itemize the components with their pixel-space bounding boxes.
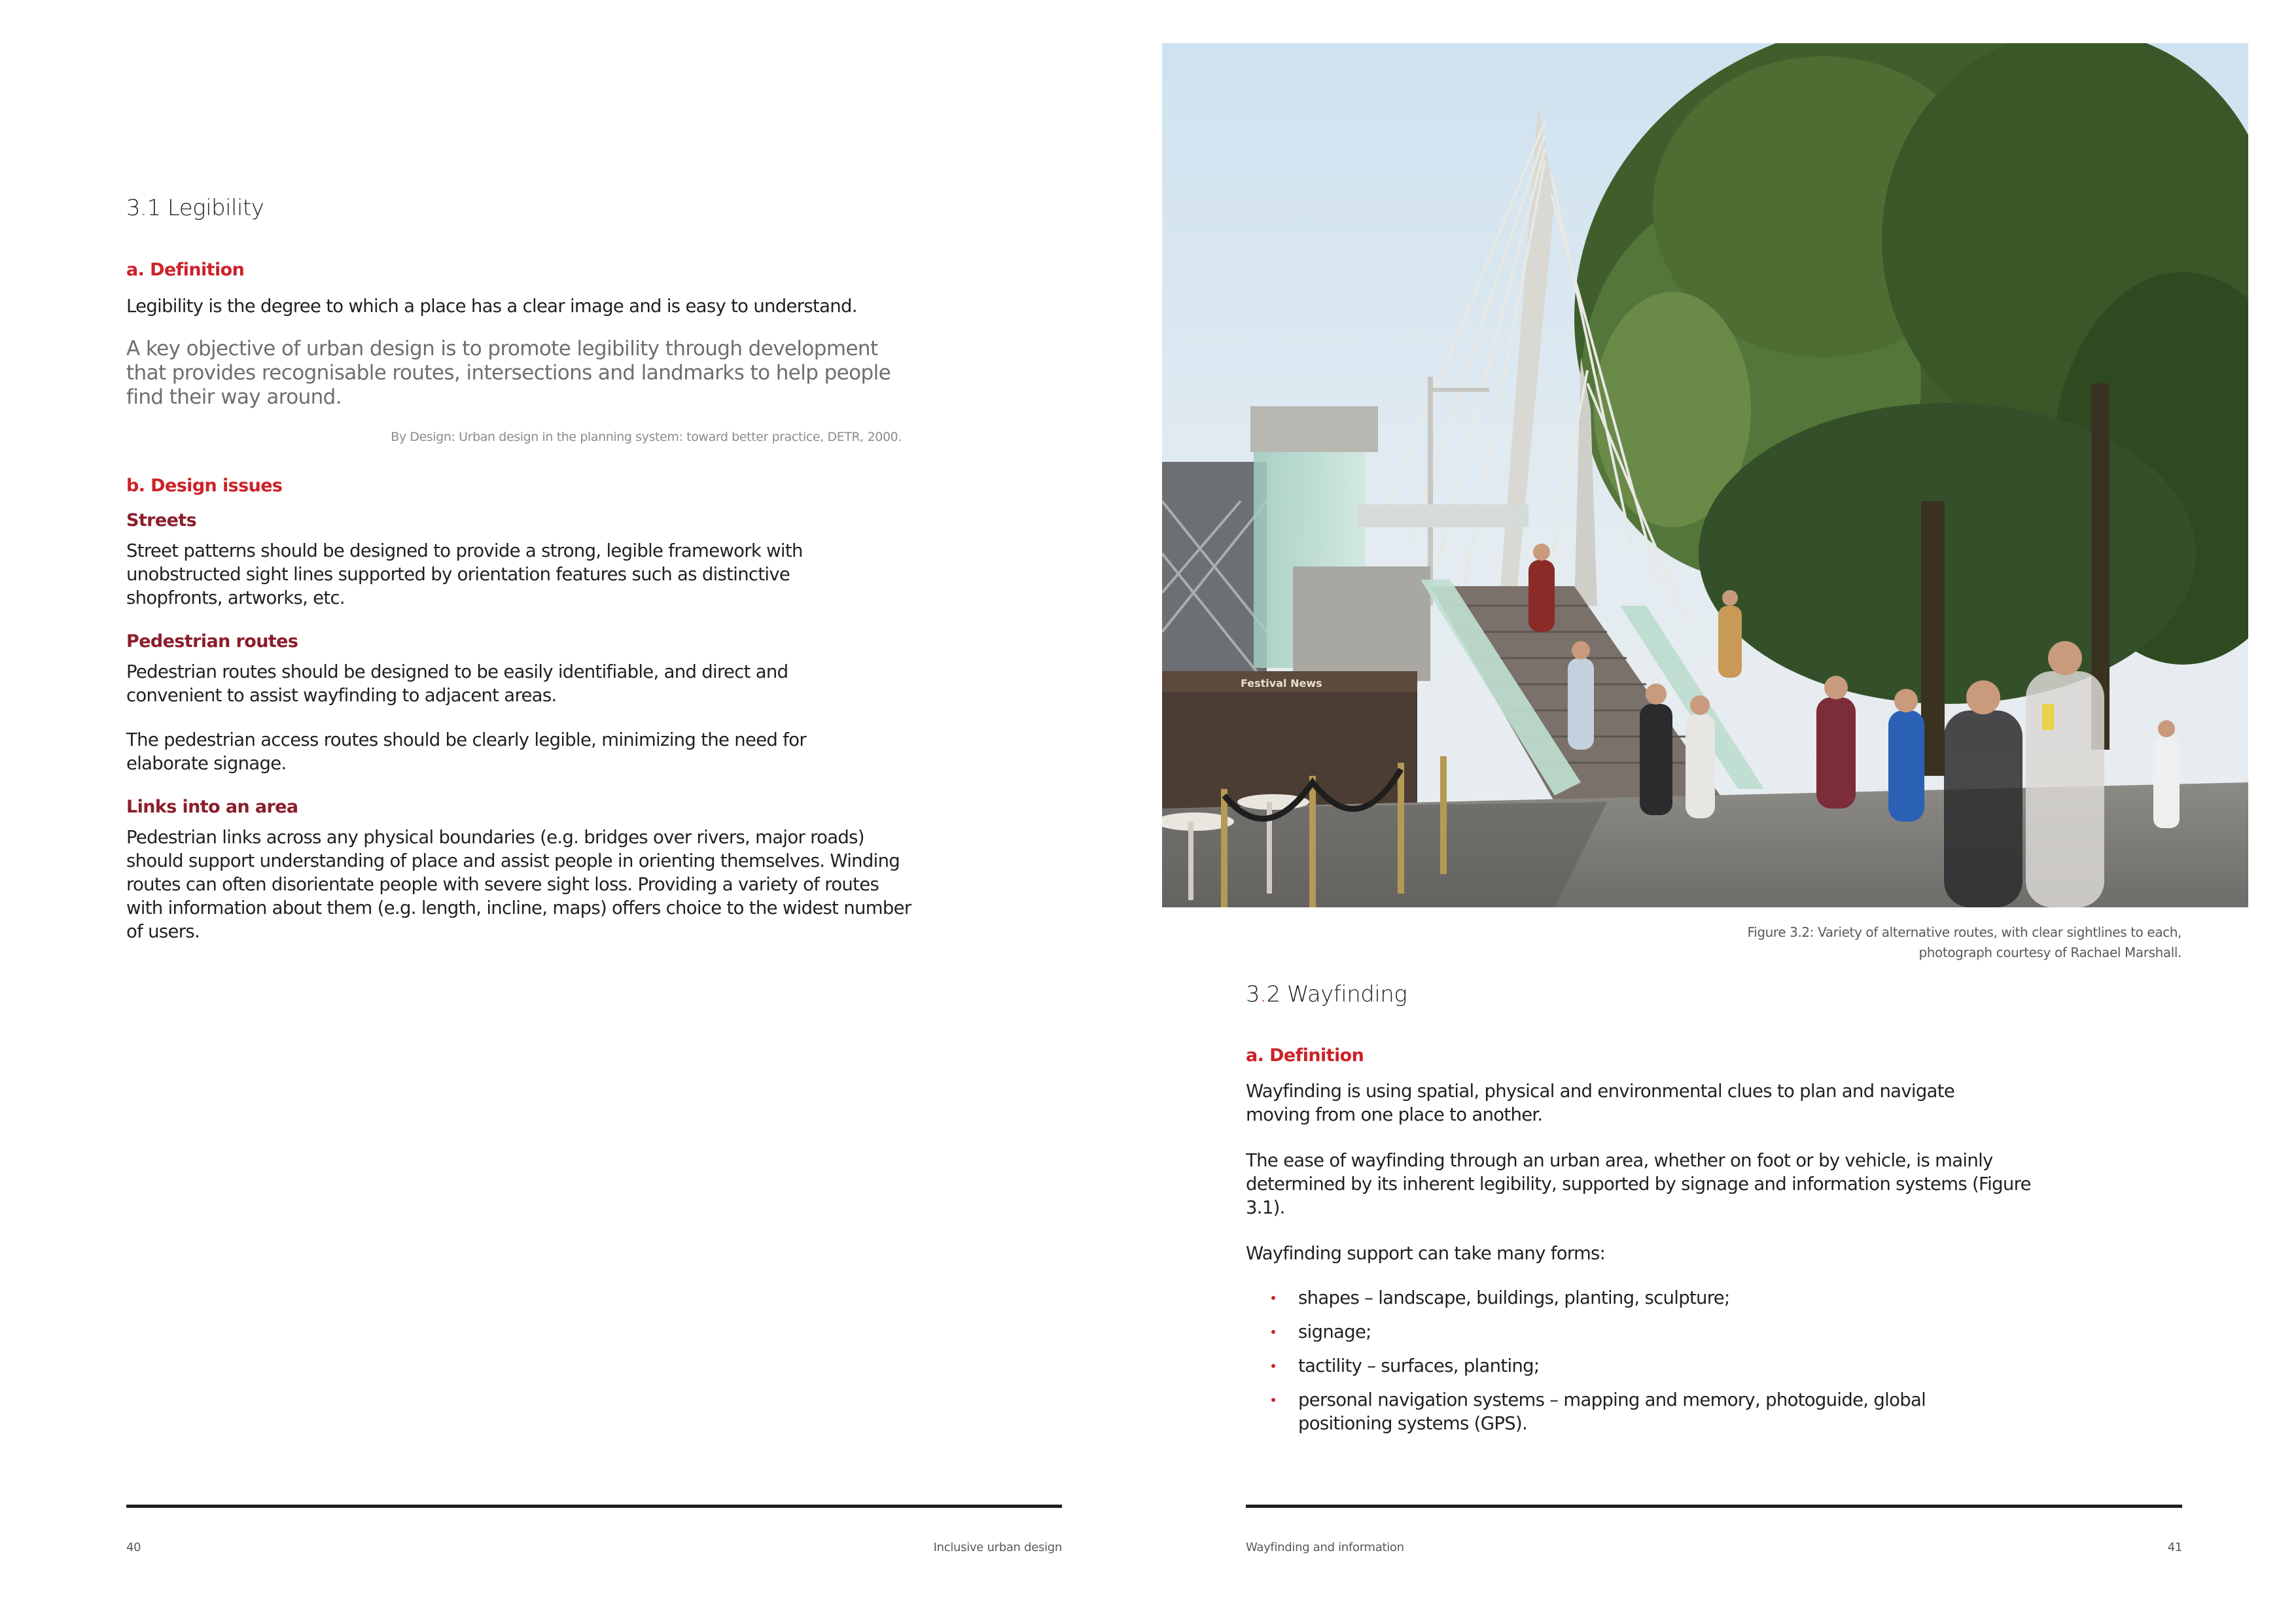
page-number: 40 bbox=[126, 1541, 141, 1554]
wayfinding-forms-list bbox=[1246, 1286, 1998, 1446]
list-item bbox=[1246, 1320, 1998, 1344]
subheading-pedestrian-routes: Pedestrian routes bbox=[126, 631, 298, 652]
running-title: Wayfinding and information bbox=[1246, 1541, 1404, 1554]
right-page bbox=[1148, 0, 2296, 1623]
list-item bbox=[1246, 1286, 1998, 1310]
definition-quote: A key objective of urban design is to promote legibility through development that provides recognisable routes, intersections and landmarks to help people find their way around. bbox=[126, 337, 891, 409]
figure-caption bbox=[1658, 922, 2181, 963]
bullet-icon bbox=[1271, 1398, 1275, 1402]
list-item-text: personal navigation systems – mapping and memory, photoguide, global positioning systems (GPS). bbox=[1298, 1389, 1926, 1434]
subheading-links-into-area: Links into an area bbox=[126, 797, 298, 817]
streets-paragraph: Street patterns should be designed to provide a strong, legible framework with unobstructed sight lines supported by orientation features such as distinctive shopfronts, artworks, etc. bbox=[126, 540, 803, 608]
section-title-legibility bbox=[126, 195, 264, 221]
figure-caption-line-1: Figure 3.2: Variety of alternative routes, with clear sightlines to each, bbox=[1747, 924, 2181, 940]
wayfinding-paragraph-2: The ease of wayfinding through an urban area, whether on foot or by vehicle, is mainly determined by its inherent legibility, supported by signage and information systems (Figure 3.1). bbox=[1246, 1150, 2031, 1218]
section-number-dot: . bbox=[140, 195, 147, 221]
design-issues-heading: b. Design issues bbox=[126, 476, 283, 496]
wayfinding-paragraph-3: Wayfinding support can take many forms: bbox=[1246, 1243, 1606, 1264]
section-title-text: Wayfinding bbox=[1280, 981, 1407, 1007]
links-paragraph: Pedestrian links across any physical boundaries (e.g. bridges over rivers, major roads) should support understanding of place and assist people in orienting themselves. Winding routes can often disorientate people with severe sight loss. Providing a variety of routes with information about them (e.g. length, incline, maps) offers choice to the widest number of users. bbox=[126, 827, 911, 942]
section-title-text: Legibility bbox=[160, 195, 264, 221]
figure-caption-line-2: photograph courtesy of Rachael Marshall. bbox=[1918, 945, 2181, 960]
bullet-icon bbox=[1271, 1296, 1275, 1300]
pedestrian-routes-paragraph-2: The pedestrian access routes should be clearly legible, minimizing the need for elaborate signage. bbox=[126, 729, 806, 774]
pedestrian-routes-paragraph-1: Pedestrian routes should be designed to be easily identifiable, and direct and convenient to assist wayfinding to adjacent areas. bbox=[126, 661, 788, 706]
section-title-wayfinding bbox=[1246, 981, 1407, 1007]
section-number-major: 3 bbox=[1246, 981, 1260, 1007]
kiosk-sign-text: Festival News bbox=[1241, 677, 1322, 689]
page-number: 41 bbox=[2167, 1541, 2182, 1554]
definition-heading: a. Definition bbox=[126, 260, 245, 280]
railway-bridge bbox=[1162, 462, 1267, 684]
wayfinding-paragraph-1: Wayfinding is using spatial, physical and environmental clues to plan and navigate moving from one place to another. bbox=[1246, 1081, 1955, 1125]
bullet-icon bbox=[1271, 1364, 1275, 1368]
section-number-minor: 2 bbox=[1266, 981, 1280, 1007]
definition-text: Legibility is the degree to which a place has a clear image and is easy to understand. bbox=[126, 296, 857, 317]
running-title: Inclusive urban design bbox=[933, 1541, 1062, 1554]
yellow-sign bbox=[2042, 704, 2054, 730]
list-item bbox=[1246, 1354, 1998, 1378]
bullet-icon bbox=[1271, 1330, 1275, 1334]
list-item-text: tactility – surfaces, planting; bbox=[1298, 1355, 1540, 1376]
figure-photo bbox=[1162, 43, 2248, 907]
footer-rule bbox=[1246, 1505, 2182, 1508]
list-item-text: shapes – landscape, buildings, planting, sculpture; bbox=[1298, 1287, 1730, 1308]
list-item bbox=[1246, 1388, 1998, 1435]
wayfinding-definition-heading: a. Definition bbox=[1246, 1045, 1364, 1066]
section-number-major: 3 bbox=[126, 195, 141, 221]
list-item-text: signage; bbox=[1298, 1321, 1371, 1342]
bridge-photo-illustration bbox=[1162, 43, 2248, 907]
subheading-streets: Streets bbox=[126, 510, 197, 531]
section-number-dot: . bbox=[1260, 981, 1267, 1007]
footer-rule bbox=[126, 1505, 1062, 1508]
quote-citation: By Design: Urban design in the planning system: toward better practice, DETR, 2000. bbox=[391, 430, 902, 444]
section-number-minor: 1 bbox=[147, 195, 161, 221]
